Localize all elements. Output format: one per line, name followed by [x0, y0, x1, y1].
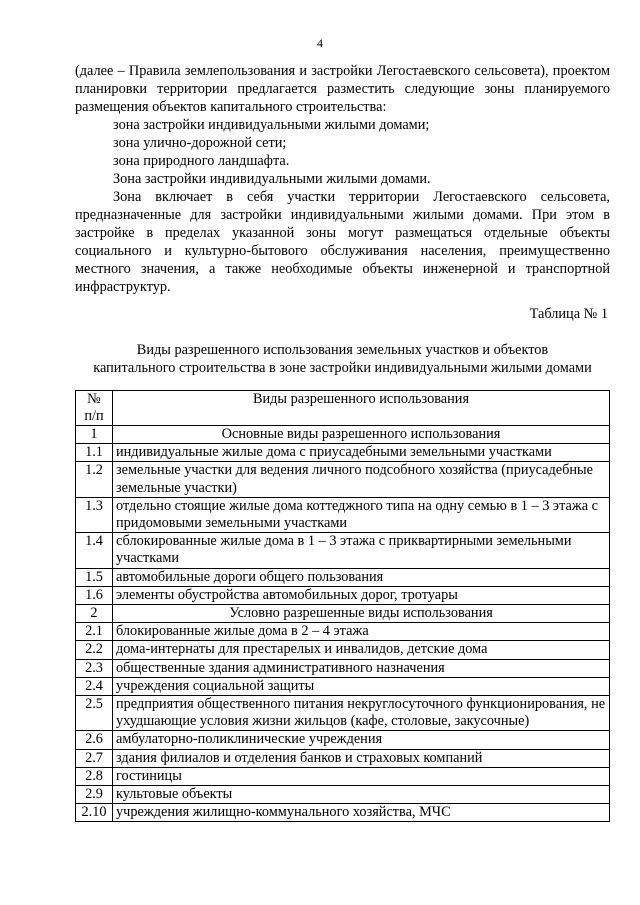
- table-row: [76, 677, 610, 695]
- zone-list-item: зона улично-дорожной сети;: [113, 135, 287, 151]
- row-number: 2.2: [76, 641, 113, 659]
- row-text: автомобильные дороги общего пользования: [113, 568, 610, 586]
- row-text: предприятия общественного питания некруглосуточного функционирования, не ухудшающие условия жизни жильцов (кафе, столовые, закусочные): [113, 696, 610, 731]
- table-row: [76, 767, 610, 785]
- section-title: Основные виды разрешенного использования: [113, 426, 610, 444]
- row-number: 2.9: [76, 786, 113, 804]
- section-number: 1: [76, 426, 113, 444]
- caption-line: Виды разрешенного использования земельных участков и объектов: [136, 342, 549, 358]
- row-text: земельные участки для ведения личного подсобного хозяйства (приусадебные земельные участки): [113, 462, 610, 497]
- zone-list-item: Зона застройки индивидуальными жилыми домами.: [113, 171, 431, 187]
- table-section-row: [76, 605, 610, 623]
- section-title: Условно разрешенные виды использования: [113, 605, 610, 623]
- row-text: отдельно стоящие жилые дома коттеджного типа на одну семью в 1 – 3 этажа с придомовыми земельными участками: [113, 497, 610, 532]
- row-number: 1.1: [76, 444, 113, 462]
- row-number: 2.10: [76, 804, 113, 822]
- row-text: здания филиалов и отделения банков и страховых компаний: [113, 749, 610, 767]
- intro-paragraph-1: (далее – Правила землепользования и застройки Легостаевского сельсовета), проектом планировки территории предлагается разместить следующие зоны планируемого размещения объектов капитального строительства:: [75, 63, 610, 115]
- table-caption: [60, 341, 625, 377]
- row-number: 1.6: [76, 586, 113, 604]
- header-number-cell: № п/п: [76, 391, 113, 426]
- row-text: учреждения жилищно-коммунального хозяйства, МЧС: [113, 804, 610, 822]
- row-number: 1.4: [76, 533, 113, 568]
- table-row: [76, 804, 610, 822]
- section-number: 2: [76, 605, 113, 623]
- row-number: 2.8: [76, 767, 113, 785]
- row-text: общественные здания административного назначения: [113, 659, 610, 677]
- intro-text: [75, 62, 610, 296]
- table-row: [76, 623, 610, 641]
- row-text: дома-интернаты для престарелых и инвалидов, детские дома: [113, 641, 610, 659]
- row-number: 2.4: [76, 677, 113, 695]
- table-row: [76, 497, 610, 532]
- row-text: амбулаторно-поликлинические учреждения: [113, 731, 610, 749]
- header-title-cell: Виды разрешенного использования: [113, 391, 610, 426]
- table-row: [76, 462, 610, 497]
- table-row: [76, 749, 610, 767]
- table-row: [76, 731, 610, 749]
- row-number: 2.1: [76, 623, 113, 641]
- intro-paragraph-2: Зона включает в себя участки территории Легостаевского сельсовета, предназначенные для застройки индивидуальными жилыми домами. При этом в застройке в пределах указанной зоны могут размещаться отдельные объекты социального и культурно-бытового обслуживания населения, преимущественно местного значения, а также необходимые объекты инженерной и транспортной инфраструктур.: [75, 189, 610, 295]
- row-text: блокированные жилые дома в 2 – 4 этажа: [113, 623, 610, 641]
- row-text: гостиницы: [113, 767, 610, 785]
- row-text: индивидуальные жилые дома с приусадебными земельными участками: [113, 444, 610, 462]
- row-number: 2.6: [76, 731, 113, 749]
- row-number: 1.2: [76, 462, 113, 497]
- table-row: [76, 659, 610, 677]
- row-number: 1.3: [76, 497, 113, 532]
- table-row: [76, 586, 610, 604]
- row-number: 2.5: [76, 696, 113, 731]
- table-row: [76, 444, 610, 462]
- land-use-table: [75, 390, 610, 822]
- table-label: Таблица № 1: [529, 306, 608, 322]
- page-number: 4: [317, 36, 323, 50]
- table-row: [76, 568, 610, 586]
- table-row: [76, 696, 610, 731]
- table-row: [76, 533, 610, 568]
- row-number: 1.5: [76, 568, 113, 586]
- caption-line: капитального строительства в зоне застройки индивидуальными жилыми домами: [93, 360, 592, 376]
- zone-list-item: зона природного ландшафта.: [113, 153, 290, 169]
- row-number: 2.3: [76, 659, 113, 677]
- table-section-row: [76, 426, 610, 444]
- table-row: [76, 641, 610, 659]
- row-text: сблокированные жилые дома в 1 – 3 этажа с приквартирными земельными участками: [113, 533, 610, 568]
- zone-list-item: зона застройки индивидуальными жилыми домами;: [113, 117, 430, 133]
- row-text: элементы обустройства автомобильных дорог, тротуары: [113, 586, 610, 604]
- row-text: культовые объекты: [113, 786, 610, 804]
- table-header-row: [76, 391, 610, 426]
- table-row: [76, 786, 610, 804]
- row-number: 2.7: [76, 749, 113, 767]
- row-text: учреждения социальной защиты: [113, 677, 610, 695]
